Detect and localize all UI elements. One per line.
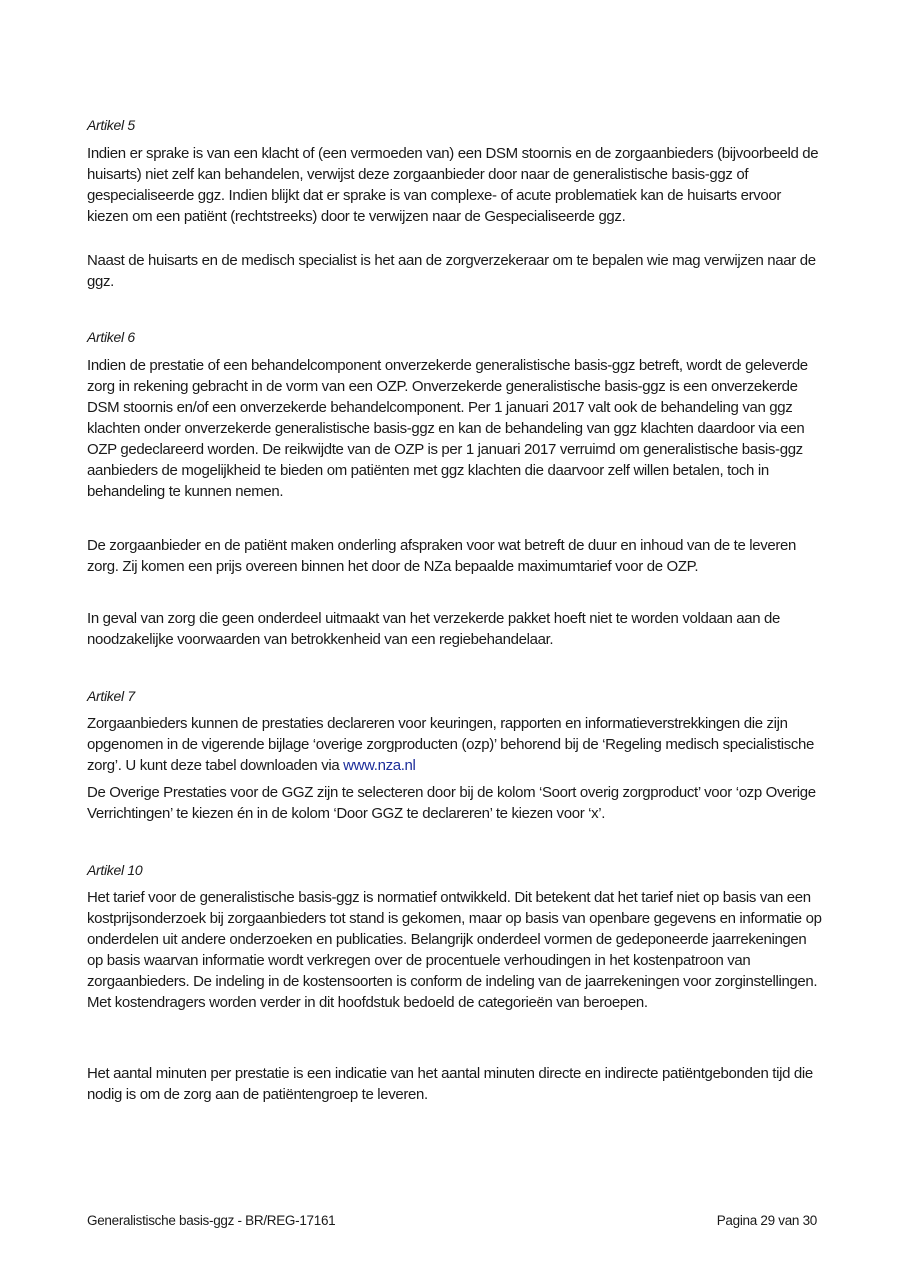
article-6-paragraph-2: De zorgaanbieder en de patiënt maken onderling afspraken voor wat betreft de duur en inhoud van de te leveren zorg. Zij komen een prijs overeen binnen het door de NZa bepaalde maximumtarief voor de OZP.	[87, 537, 797, 575]
article-5-paragraph-1: Indien er sprake is van een klacht of (een vermoeden van) een DSM stoornis en de zorgaanbieders (bijvoorbeeld de huisarts) niet zelf kan behandelen, verwijst deze zorgaanbieder door naar de generalistische basis-ggz of gespecialiseerde ggz. Indien blijkt dat er sprake is van complexe- of acute problematiek kan de huisarts ervoor kiezen om een patiënt (rechtstreeks) door te verwijzen naar de Gespecialiseerde ggz.	[87, 145, 819, 225]
article-6-heading: Artikel 6	[87, 329, 135, 345]
page-footer	[87, 1212, 817, 1230]
article-5-heading: Artikel 5	[87, 117, 135, 133]
article-6-paragraph-1: Indien de prestatie of een behandelcomponent onverzekerde generalistische basis-ggz betreft, wordt de geleverde zorg in rekening gebracht in de vorm van een OZP. Onverzekerde generalistische basis-ggz is een onverzekerde DSM stoornis en/of een onverzekerde behandelcomponent. Per 1 januari 2017 valt ook de behandeling van ggz klachten onder onverzekerde generalistische basis-ggz en kan de behandeling van ggz klachten daardoor via een OZP gedeclareerd worden. De reikwijdte van de OZP is per 1 januari 2017 verruimd om generalistische basis-ggz aanbieders de mogelijkheid te bieden om patiënten met ggz klachten die daarvoor zelf willen betalen, toch in behandeling te kunnen nemen.	[87, 357, 808, 500]
article-7-heading: Artikel 7	[87, 688, 135, 704]
footer-document-reference: Generalistische basis-ggz - BR/REG-17161	[87, 1213, 336, 1228]
article-7-paragraph-1-text: Zorgaanbieders kunnen de prestaties declareren voor keuringen, rapporten en informatieverstrekkingen die zijn opgenomen in de vigerende bijlage ‘overige zorgproducten (ozp)’ behorend bij de ‘Regeling medisch specialistische zorg’. U kunt deze tabel downloaden via	[87, 715, 815, 774]
article-10-heading: Artikel 10	[87, 862, 143, 878]
article-10-paragraph-2: Het aantal minuten per prestatie is een indicatie van het aantal minuten directe en indirecte patiëntgebonden tijd die nodig is om de zorg aan de patiëntengroep te leveren.	[87, 1065, 813, 1103]
article-6-paragraph-3: In geval van zorg die geen onderdeel uitmaakt van het verzekerde pakket hoeft niet te worden voldaan aan de noodzakelijke voorwaarden van betrokkenheid van een regiebehandelaar.	[87, 610, 781, 648]
article-7-paragraph-2: De Overige Prestaties voor de GGZ zijn te selecteren door bij de kolom ‘Soort overig zorgproduct’ voor ‘ozp Overige Verrichtingen’ te kiezen én in de kolom ‘Door GGZ te declareren’ te kiezen voor ‘x’.	[87, 784, 816, 822]
article-5-paragraph-2: Naast de huisarts en de medisch specialist is het aan de zorgverzekeraar om te bepalen wie mag verwijzen naar de ggz.	[87, 252, 816, 290]
article-7-paragraph-1	[87, 713, 822, 776]
footer-page-number: Pagina 29 van 30	[716, 1213, 817, 1228]
nza-website-link[interactable]: www.nza.nl	[343, 757, 416, 774]
article-10-paragraph-1: Het tarief voor de generalistische basis-ggz is normatief ontwikkeld. Dit betekent dat het tarief niet op basis van een kostprijsonderzoek bij zorgaanbieders tot stand is gekomen, maar op basis van openbare gegevens en informatie op onderdelen uit andere onderzoeken en publicaties. Belangrijk onderdeel vormen de gedeponeerde jaarrekeningen op basis waarvan informatie wordt verkregen over de procentuele verhoudingen in het kostenpatroon van zorgaanbieders. De indeling in de kostensoorten is conform de indeling van de jaarrekeningen voor zorginstellingen. Met kostendragers worden verder in dit hoofdstuk bedoeld de categorieën van beroepen.	[87, 889, 822, 1011]
